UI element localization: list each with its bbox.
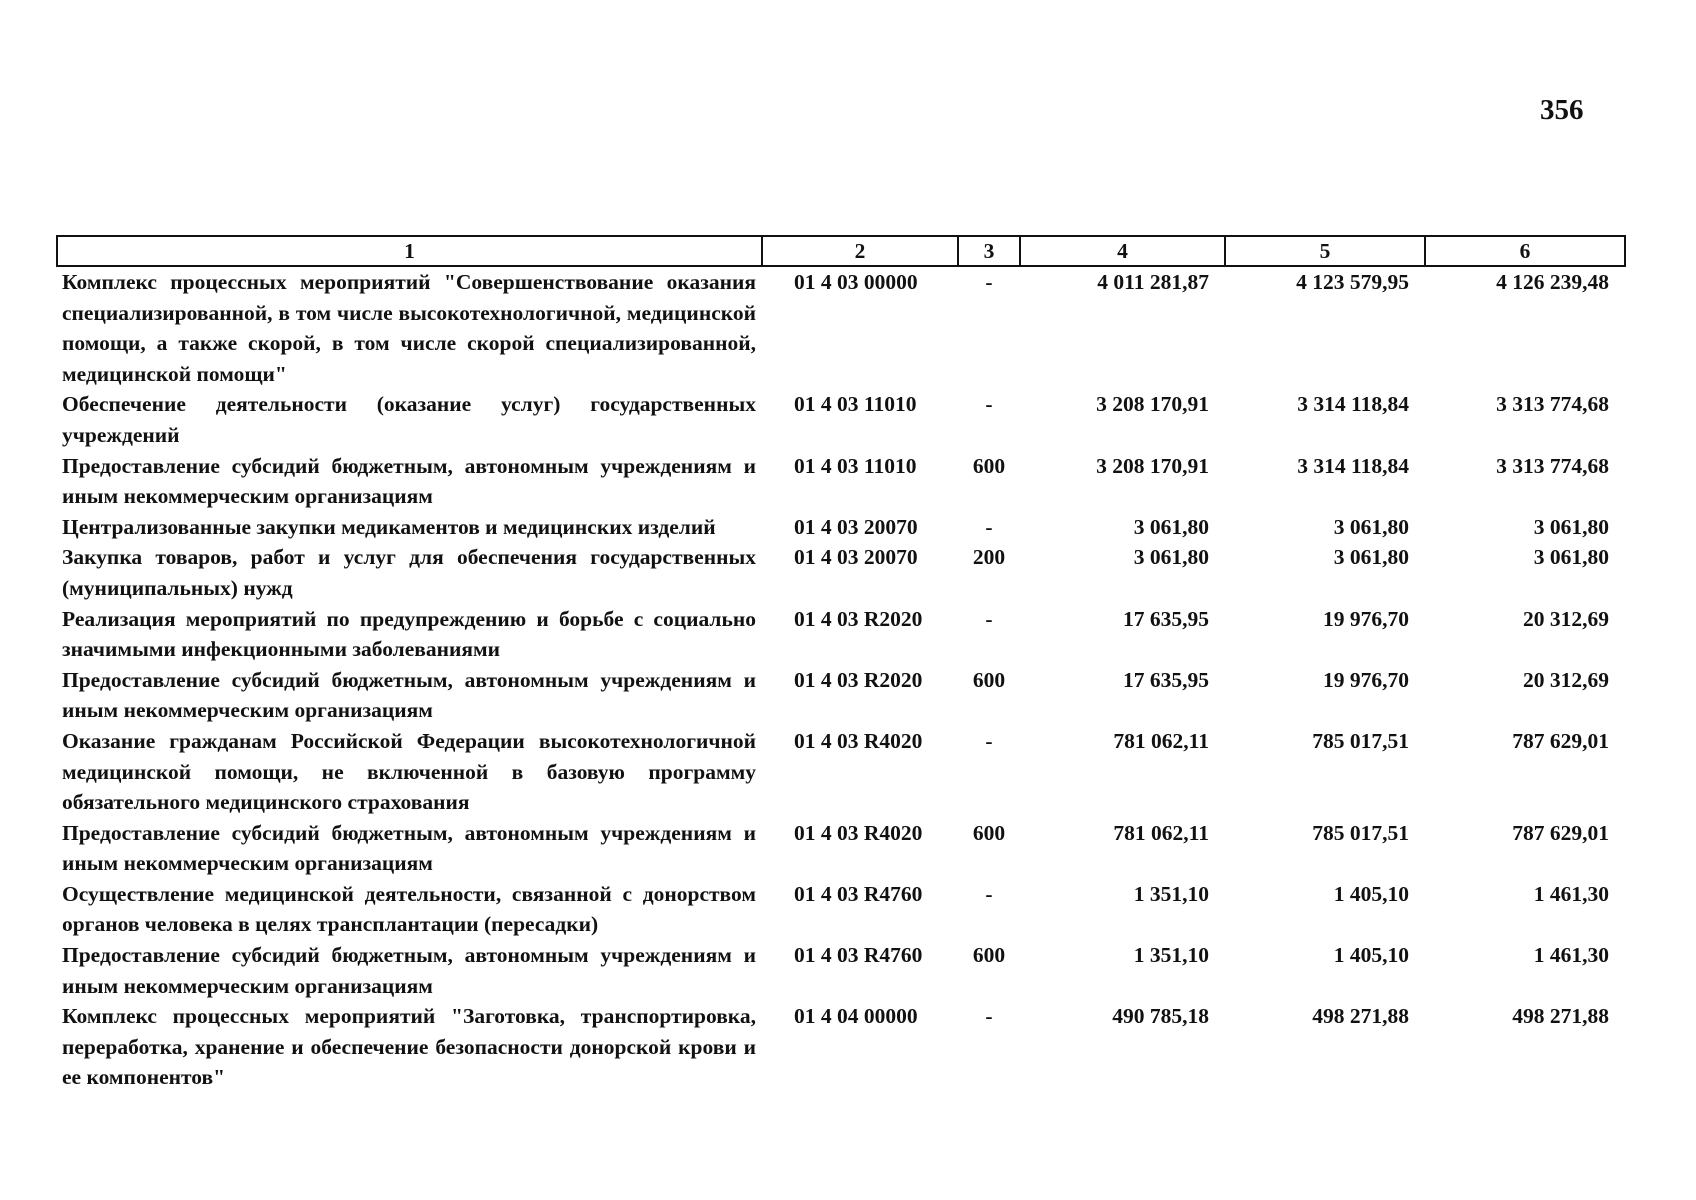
table-row (57, 542, 1625, 603)
row-value-col6: 1 461,30 (1533, 881, 1609, 906)
row-value-col5: 4 123 579,95 (1296, 270, 1409, 294)
row-value-col5: 19 976,70 (1323, 667, 1409, 692)
row-value-col6: 787 629,01 (1512, 820, 1609, 845)
row-value-col6: 3 061,80 (1533, 514, 1609, 539)
row-value-col5: 1 405,10 (1333, 943, 1409, 968)
table-row (57, 1001, 1625, 1093)
header-col-2: 2 (762, 236, 958, 266)
row-code: 01 4 03 11010 (794, 392, 917, 417)
row-code: 01 4 03 00000 (794, 270, 918, 294)
row-value-col5: 3 314 118,84 (1297, 392, 1409, 417)
page-number: 356 (1540, 94, 1584, 126)
row-expense-type: 200 (972, 545, 1006, 570)
row-name: Обеспечение деятельности (оказание услуг) государственных учреждений (62, 392, 756, 447)
table-row (57, 726, 1625, 818)
row-value-col4: 17 635,95 (1123, 606, 1209, 631)
row-value-col5: 3 061,80 (1333, 545, 1409, 570)
header-col-5: 5 (1225, 236, 1425, 266)
header-col-1: 1 (57, 236, 762, 266)
row-value-col6: 1 461,30 (1533, 943, 1609, 968)
table-header-row (57, 236, 1625, 266)
row-value-col6: 20 312,69 (1523, 667, 1609, 692)
row-value-col5: 785 017,51 (1312, 728, 1409, 753)
row-code: 01 4 03 R4760 (794, 881, 923, 906)
table-row (57, 879, 1625, 940)
row-value-col4: 1 351,10 (1133, 943, 1209, 968)
row-expense-type: - (985, 606, 993, 631)
row-expense-type: - (985, 1004, 993, 1029)
row-value-col5: 3 314 118,84 (1297, 453, 1409, 478)
table-row (57, 818, 1625, 879)
row-value-col4: 3 208 170,91 (1096, 453, 1209, 478)
row-value-col6: 3 313 774,68 (1496, 392, 1609, 417)
row-code: 01 4 03 R4020 (794, 728, 923, 753)
row-value-col6: 20 312,69 (1523, 606, 1609, 631)
row-value-col6: 3 061,80 (1533, 545, 1609, 570)
row-code: 01 4 03 R2020 (794, 606, 923, 631)
table-row (57, 604, 1625, 665)
table-row (57, 266, 1625, 389)
row-expense-type: - (985, 392, 993, 417)
row-name: Предоставление субсидий бюджетным, автономным учреждениям и иным некоммерческим организациям (62, 667, 756, 723)
row-code: 01 4 03 20070 (794, 545, 918, 570)
row-expense-type: - (985, 514, 993, 539)
row-code: 01 4 03 R4020 (794, 820, 923, 845)
row-code: 01 4 03 11010 (794, 453, 917, 478)
header-col-6: 6 (1425, 236, 1625, 266)
row-code: 01 4 03 R4760 (794, 943, 923, 968)
row-code: 01 4 03 20070 (794, 514, 918, 539)
row-expense-type: - (985, 270, 993, 294)
row-name: Централизованные закупки медикаментов и медицинских изделий (62, 514, 716, 539)
row-value-col4: 490 785,18 (1112, 1004, 1209, 1029)
row-expense-type: 600 (972, 820, 1006, 845)
row-expense-type: 600 (972, 453, 1006, 478)
row-name: Закупка товаров, работ и услуг для обеспечения государственных (муниципальных) нужд (62, 545, 756, 600)
row-code: 01 4 04 00000 (794, 1004, 918, 1029)
row-expense-type: 600 (972, 667, 1006, 692)
table-row (57, 451, 1625, 512)
row-value-col6: 787 629,01 (1512, 728, 1609, 753)
row-name: Предоставление субсидий бюджетным, автономным учреждениям и иным некоммерческим организациям (62, 943, 756, 998)
row-value-col4: 17 635,95 (1123, 667, 1209, 692)
row-value-col5: 1 405,10 (1333, 881, 1409, 906)
row-value-col4: 3 208 170,91 (1096, 392, 1209, 417)
row-value-col5: 498 271,88 (1312, 1004, 1409, 1029)
row-name: Реализация мероприятий по предупреждению и борьбе с социально значимыми инфекционными заболеваниями (62, 606, 756, 662)
row-value-col4: 3 061,80 (1133, 514, 1209, 539)
row-expense-type: - (985, 728, 993, 753)
row-value-col6: 4 126 239,48 (1496, 270, 1609, 294)
row-name: Комплекс процессных мероприятий "Совершенствование оказания специализированной, в том числе высокотехнологичной, медицинской помощи, а также скорой, в том числе скорой специализированной, медицинской помощи" (62, 270, 756, 386)
row-code: 01 4 03 R2020 (794, 667, 923, 692)
row-value-col6: 498 271,88 (1512, 1004, 1609, 1029)
row-value-col5: 785 017,51 (1312, 820, 1409, 845)
table-row (57, 512, 1625, 543)
row-name: Оказание гражданам Российской Федерации высокотехнологичной медицинской помощи, не включенной в базовую программу обязательного медицинского страхования (62, 728, 756, 815)
row-name: Предоставление субсидий бюджетным, автономным учреждениям и иным некоммерческим организациям (62, 453, 756, 509)
row-value-col4: 1 351,10 (1133, 881, 1209, 906)
row-value-col5: 3 061,80 (1333, 514, 1409, 539)
row-value-col4: 781 062,11 (1113, 820, 1209, 845)
row-value-col4: 3 061,80 (1133, 545, 1209, 570)
row-value-col6: 3 313 774,68 (1496, 453, 1609, 478)
row-expense-type: 600 (972, 943, 1006, 968)
row-expense-type: - (985, 881, 993, 906)
header-col-3: 3 (958, 236, 1020, 266)
budget-table (56, 235, 1626, 1093)
row-value-col5: 19 976,70 (1323, 606, 1409, 631)
table-row (57, 940, 1625, 1001)
table-row (57, 665, 1625, 726)
row-name: Предоставление субсидий бюджетным, автономным учреждениям и иным некоммерческим организациям (62, 820, 756, 876)
table-row (57, 389, 1625, 450)
header-col-4: 4 (1020, 236, 1225, 266)
row-name: Осуществление медицинской деятельности, связанной с донорством органов человека в целях трансплантации (пересадки) (62, 881, 756, 937)
row-value-col4: 4 011 281,87 (1097, 270, 1209, 294)
row-name: Комплекс процессных мероприятий "Заготовка, транспортировка, переработка, хранение и обеспечение безопасности донорской крови и ее компонентов" (62, 1004, 756, 1090)
row-value-col4: 781 062,11 (1113, 728, 1209, 753)
